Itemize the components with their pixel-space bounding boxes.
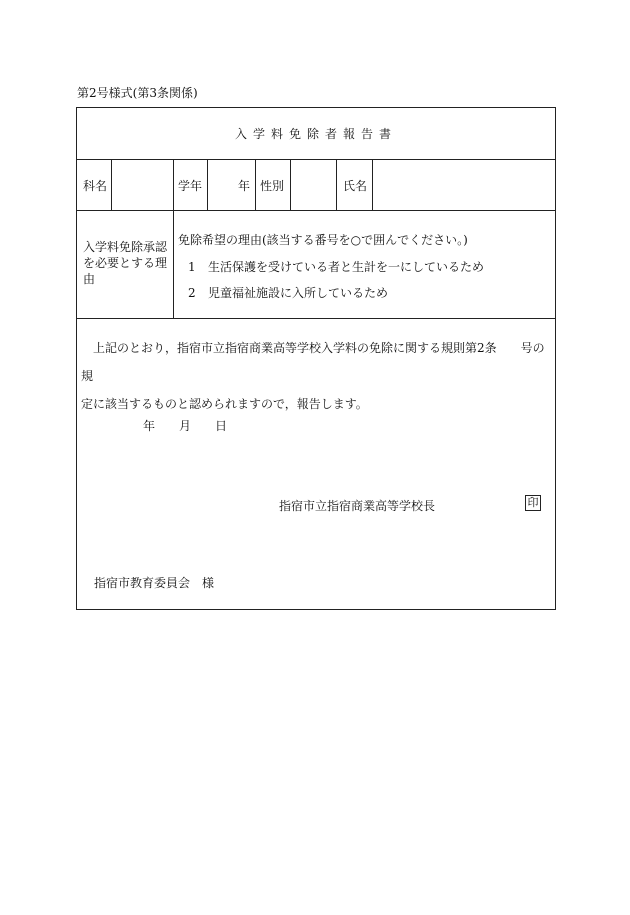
reason-option[interactable] [188,284,388,301]
reason-heading: 免除希望の理由(該当する番号を○で囲んでください。) [178,233,468,247]
divider [336,160,337,210]
name-field[interactable] [373,160,556,210]
seal-mark: 印 [525,495,541,511]
form-number-label: 第2号様式(第3条関係) [77,86,198,100]
report-body [81,334,553,418]
title-row [77,108,555,160]
gender-field[interactable] [291,160,336,210]
divider [173,211,174,318]
option-text: 児童福祉施設に入所しているため [208,286,389,300]
gender-label: 性別 [260,178,285,193]
grade-unit: 年 [238,178,251,193]
divider [255,160,256,210]
reason-label: 入学料免除承認を必要とする理由 [83,240,168,286]
info-row [77,160,555,211]
day-unit: 日 [215,419,228,433]
month-unit: 月 [179,419,192,433]
option-number: 2 [188,286,196,300]
grade-label: 学年 [178,178,203,193]
principal-title: 指宿市立指宿商業高等学校長 [279,499,436,513]
reason-row [77,211,555,319]
year-unit: 年 [143,419,156,433]
body-line: 定に該当するものと認められますので，報告します。 [81,397,368,411]
body-line: 上記のとおり，指宿市立指宿商業高等学校入学料の免除に関する規則第2条 号の規 [81,341,545,383]
divider [173,160,174,210]
addressee: 指宿市教育委員会 様 [94,576,215,590]
date-line [143,417,227,434]
option-text: 生活保護を受けている者と生計を一にしているため [208,260,485,274]
form-title: 入学料免除者報告書 [234,127,397,141]
subject-field[interactable] [112,160,172,210]
name-label: 氏名 [343,178,368,193]
option-number: 1 [188,260,196,274]
report-form [76,107,556,610]
subject-label: 科名 [83,178,108,193]
reason-option[interactable] [188,258,484,275]
